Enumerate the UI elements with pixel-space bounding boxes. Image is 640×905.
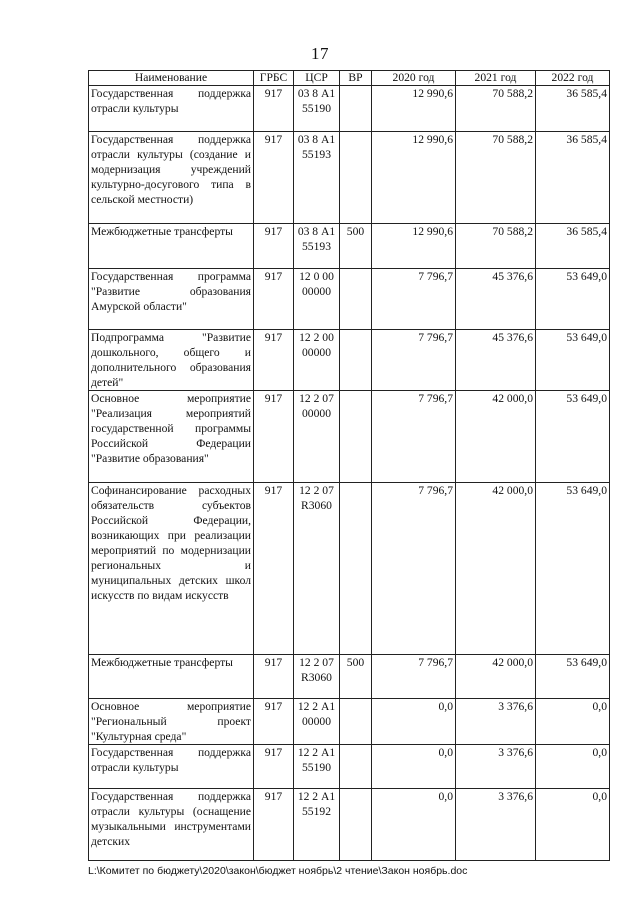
row-2020-cell: 0,0	[372, 745, 456, 789]
row-2020-cell: 0,0	[372, 699, 456, 745]
row-2021-cell: 70 588,2	[456, 132, 536, 224]
row-name-cell: Государственная поддержка отрасли культуры (создание и модернизация учреждений культурно-досугового типа в сельской местности)	[89, 132, 254, 224]
table-row	[89, 699, 610, 745]
table-row	[89, 391, 610, 483]
row-2021-cell: 42 000,0	[456, 655, 536, 699]
row-name-cell: Основное мероприятие "Региональный проект "Культурная среда"	[89, 699, 254, 745]
row-2020-cell: 0,0	[372, 789, 456, 861]
row-2022-cell: 36 585,4	[536, 132, 610, 224]
row-2020-cell: 7 796,7	[372, 655, 456, 699]
row-csr-cell: 12 2 00 00000	[294, 330, 340, 391]
row-vr-cell	[340, 789, 372, 861]
row-csr-cell: 12 2 А1 55190	[294, 745, 340, 789]
row-2022-cell: 36 585,4	[536, 86, 610, 132]
row-grbs-cell: 917	[254, 745, 294, 789]
row-2021-cell: 3 376,6	[456, 789, 536, 861]
row-name-cell: Государственная поддержка отрасли культуры	[89, 745, 254, 789]
row-grbs-cell: 917	[254, 699, 294, 745]
header-csr: ЦСР	[294, 71, 340, 86]
table-row	[89, 330, 610, 391]
row-2022-cell: 0,0	[536, 699, 610, 745]
row-2021-cell: 42 000,0	[456, 483, 536, 655]
table-row	[89, 132, 610, 224]
row-2022-cell: 53 649,0	[536, 483, 610, 655]
row-grbs-cell: 917	[254, 132, 294, 224]
row-vr-cell	[340, 699, 372, 745]
table-row	[89, 789, 610, 861]
row-name-cell: Межбюджетные трансферты	[89, 655, 254, 699]
table-row	[89, 655, 610, 699]
row-name-cell: Основное мероприятие "Реализация мероприятий государственной программы Российской Федерации "Развитие образования"	[89, 391, 254, 483]
row-2020-cell: 7 796,7	[372, 269, 456, 330]
row-name-cell: Подпрограмма "Развитие дошкольного, общего и дополнительного образования детей"	[89, 330, 254, 391]
file-path-footer: L:\Комитет по бюджету\2020\закон\бюджет ноябрь\2 чтение\Закон ноябрь.doc	[88, 865, 468, 877]
row-vr-cell	[340, 132, 372, 224]
row-name-cell: Государственная поддержка отрасли культуры	[89, 86, 254, 132]
row-2020-cell: 12 990,6	[372, 224, 456, 269]
row-csr-cell: 03 8 А1 55193	[294, 132, 340, 224]
table-row	[89, 224, 610, 269]
header-grbs: ГРБС	[254, 71, 294, 86]
row-2021-cell: 70 588,2	[456, 224, 536, 269]
row-grbs-cell: 917	[254, 789, 294, 861]
row-grbs-cell: 917	[254, 655, 294, 699]
table-row	[89, 86, 610, 132]
row-2022-cell: 53 649,0	[536, 269, 610, 330]
row-grbs-cell: 917	[254, 483, 294, 655]
row-2021-cell: 42 000,0	[456, 391, 536, 483]
row-csr-cell: 12 2 А1 00000	[294, 699, 340, 745]
row-csr-cell: 12 2 07 R3060	[294, 655, 340, 699]
header-2020: 2020 год	[372, 71, 456, 86]
row-name-cell: Софинансирование расходных обязательств субъектов Российской Федерации, возникающих при реализации мероприятий по модернизации региональных и муниципальных детских школ искусств по видам искусств	[89, 483, 254, 655]
budget-table	[88, 70, 610, 861]
row-grbs-cell: 917	[254, 269, 294, 330]
row-csr-cell: 12 2 07 R3060	[294, 483, 340, 655]
row-2022-cell: 36 585,4	[536, 224, 610, 269]
row-2022-cell: 53 649,0	[536, 330, 610, 391]
row-grbs-cell: 917	[254, 224, 294, 269]
row-vr-cell	[340, 269, 372, 330]
row-2022-cell: 53 649,0	[536, 655, 610, 699]
row-vr-cell	[340, 483, 372, 655]
row-csr-cell: 12 2 07 00000	[294, 391, 340, 483]
row-name-cell: Межбюджетные трансферты	[89, 224, 254, 269]
row-csr-cell: 12 0 00 00000	[294, 269, 340, 330]
row-csr-cell: 03 8 А1 55193	[294, 224, 340, 269]
row-2021-cell: 45 376,6	[456, 330, 536, 391]
row-2022-cell: 0,0	[536, 745, 610, 789]
row-grbs-cell: 917	[254, 330, 294, 391]
row-2020-cell: 12 990,6	[372, 86, 456, 132]
row-csr-cell: 03 8 А1 55190	[294, 86, 340, 132]
header-2021: 2021 год	[456, 71, 536, 86]
table-header-row	[89, 71, 610, 86]
row-2022-cell: 53 649,0	[536, 391, 610, 483]
row-2022-cell: 0,0	[536, 789, 610, 861]
row-2021-cell: 45 376,6	[456, 269, 536, 330]
row-2020-cell: 7 796,7	[372, 391, 456, 483]
table-row	[89, 269, 610, 330]
row-2021-cell: 70 588,2	[456, 86, 536, 132]
row-2020-cell: 12 990,6	[372, 132, 456, 224]
row-2020-cell: 7 796,7	[372, 330, 456, 391]
row-name-cell: Государственная программа "Развитие образования Амурской области"	[89, 269, 254, 330]
header-name: Наименование	[89, 71, 254, 86]
row-2020-cell: 7 796,7	[372, 483, 456, 655]
row-vr-cell	[340, 330, 372, 391]
row-2021-cell: 3 376,6	[456, 745, 536, 789]
row-grbs-cell: 917	[254, 391, 294, 483]
row-name-cell: Государственная поддержка отрасли культуры (оснащение музыкальными инструментами детских	[89, 789, 254, 861]
row-grbs-cell: 917	[254, 86, 294, 132]
row-2021-cell: 3 376,6	[456, 699, 536, 745]
header-2022: 2022 год	[536, 71, 610, 86]
table-row	[89, 483, 610, 655]
table-row	[89, 745, 610, 789]
row-vr-cell: 500	[340, 655, 372, 699]
row-vr-cell	[340, 391, 372, 483]
row-vr-cell: 500	[340, 224, 372, 269]
row-csr-cell: 12 2 А1 55192	[294, 789, 340, 861]
row-vr-cell	[340, 86, 372, 132]
header-vr: ВР	[340, 71, 372, 86]
page-number: 17	[311, 44, 329, 63]
row-vr-cell	[340, 745, 372, 789]
